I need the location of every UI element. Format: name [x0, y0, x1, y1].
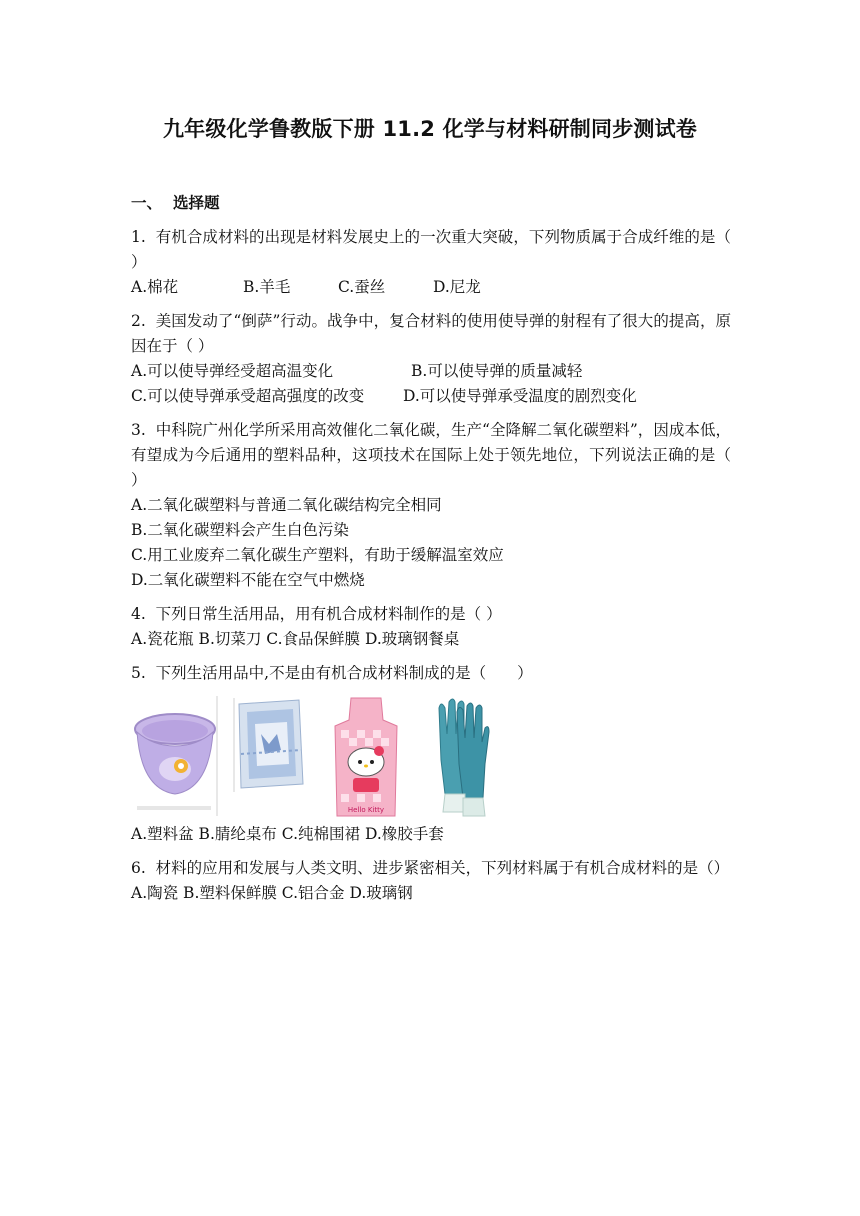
question-stem: [131, 661, 731, 686]
option-d: D.可以使导弹承受温度的剧烈变化: [403, 387, 637, 405]
options-row: [131, 275, 731, 300]
option-d: D.二氧化碳塑料不能在空气中燃烧: [131, 571, 365, 589]
option-a: A.棉花: [131, 278, 179, 296]
question-number: 5.: [131, 664, 146, 682]
option-b: B.可以使导弹的质量减轻: [411, 362, 583, 380]
cotton-apron-image: [331, 694, 401, 820]
options-row: [131, 384, 731, 409]
question-2: [131, 309, 731, 409]
option-a: A.可以使导弹经受超高温变化: [131, 362, 334, 380]
option-d: D.尼龙: [433, 278, 481, 296]
question-number: 2.: [131, 312, 146, 330]
section-heading: [131, 191, 731, 216]
options-line: A.陶瓷 B.塑料保鲜膜 C.铝合金 D.玻璃钢: [131, 884, 413, 902]
question-text: 下列日常生活用品，用有机合成材料制作的是（ ）: [155, 605, 502, 623]
option-c: C.蚕丝: [338, 278, 386, 296]
document-title: 九年级化学鲁教版下册 11.2 化学与材料研制同步测试卷: [162, 117, 698, 141]
section-label: 选择题: [173, 194, 220, 212]
option-c: C.用工业废弃二氧化碳生产塑料，有助于缓解温室效应: [131, 546, 504, 564]
options-row: [131, 359, 731, 384]
nylon-tablecloth-image: [233, 694, 305, 820]
section-number: 一、: [131, 194, 163, 212]
question-4: [131, 602, 731, 652]
question-text: 中科院广州化学所采用高效催化二氧化碳，生产“全降解二氧化碳塑料”，因成本低，有望成为今后通用的塑料品种，这项技术在国际上处于领先地位，下列说法正确的是（ ）: [131, 421, 731, 489]
question-3: [131, 418, 731, 593]
question-6: [131, 856, 731, 906]
question-stem: [131, 856, 731, 881]
options-line: A.瓷花瓶 B.切菜刀 C.食品保鲜膜 D.玻璃钢餐桌: [131, 630, 460, 648]
question-stem: [131, 309, 731, 359]
option-a: A.二氧化碳塑料与普通二氧化碳结构完全相同: [131, 496, 442, 514]
question-text: 下列生活用品中,不是由有机合成材料制成的是（ ）: [155, 664, 533, 682]
question-5: [131, 661, 731, 847]
question-stem: [131, 418, 731, 493]
apron-text: Hello Kitty: [347, 806, 385, 814]
question-text: 美国发动了“倒萨”行动。战争中，复合材料的使用使导弹的射程有了很大的提高，原因在于（ ）: [131, 312, 731, 355]
question-text: 材料的应用和发展与人类文明、进步紧密相关，下列材料属于有机合成材料的是（）: [155, 859, 730, 877]
question-number: 6.: [131, 859, 146, 877]
question-number: 3.: [131, 421, 146, 439]
question-1: [131, 225, 731, 300]
plastic-basin-image: [131, 694, 219, 820]
question-number: 1.: [131, 228, 146, 246]
option-b: B.羊毛: [243, 278, 291, 296]
option-c: C.可以使导弹承受超高强度的改变: [131, 387, 365, 405]
question-text: 有机合成材料的出现是材料发展史上的一次重大突破，下列物质属于合成纤维的是（ ）: [131, 228, 731, 271]
option-b: B.二氧化碳塑料会产生白色污染: [131, 521, 349, 539]
rubber-gloves-image: [431, 694, 495, 820]
options-line: A.塑料盆 B.腈纶桌布 C.纯棉围裙 D.橡胶手套: [131, 825, 444, 843]
question-number: 4.: [131, 605, 146, 623]
question-images: [131, 694, 731, 822]
document-body: [131, 191, 731, 906]
question-stem: [131, 225, 731, 275]
question-stem: [131, 602, 731, 627]
